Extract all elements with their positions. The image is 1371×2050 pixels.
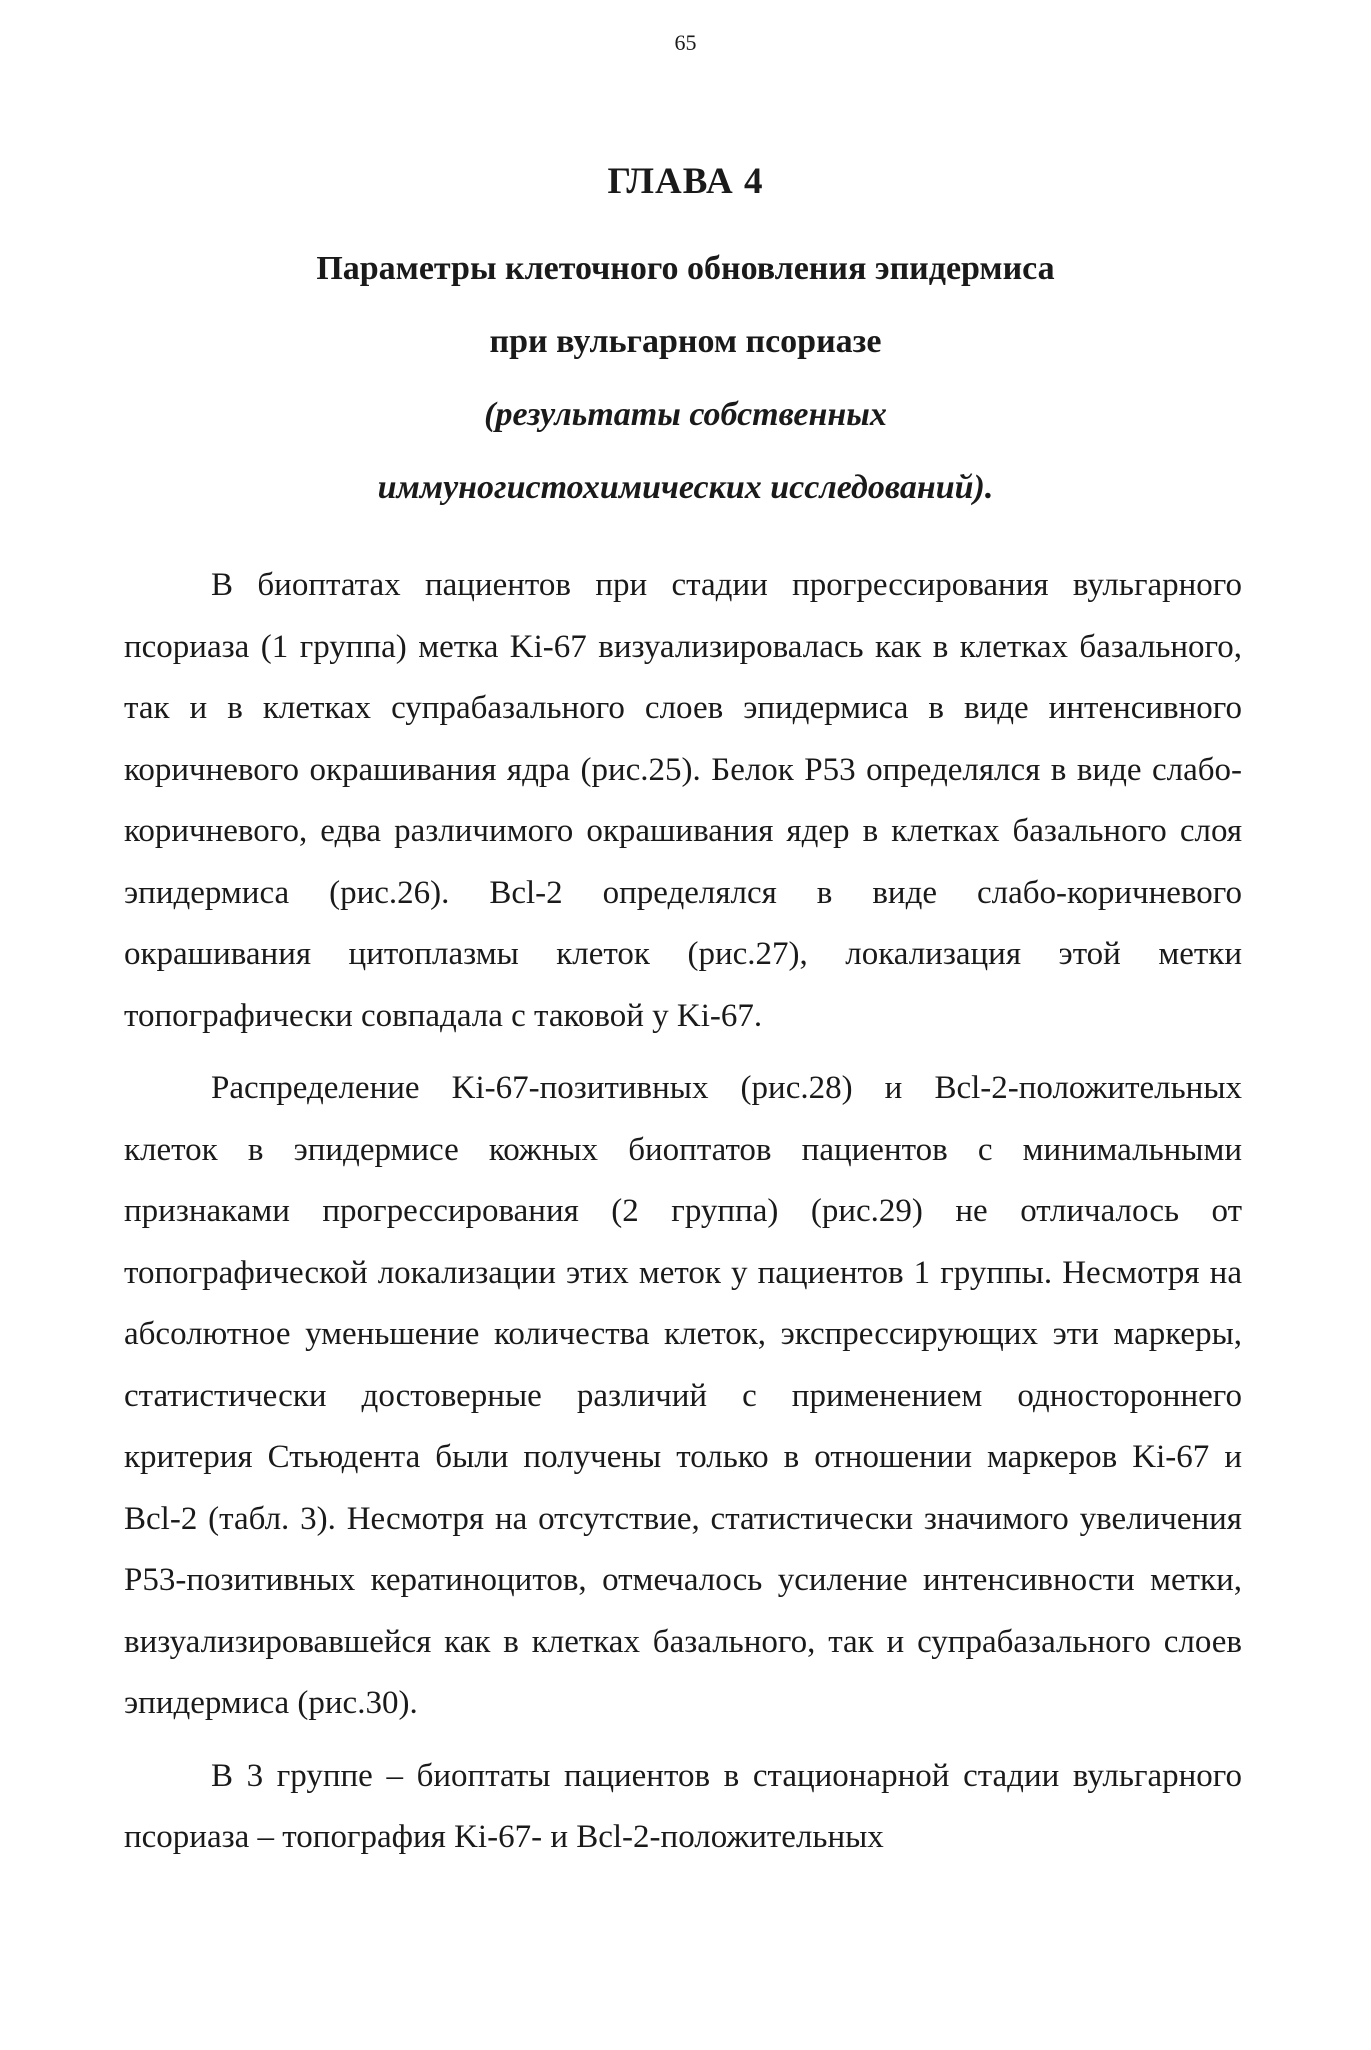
chapter-subtitle-line-2: при вульгарном псориазе (489, 323, 882, 360)
chapter-title: ГЛАВА 4 (607, 161, 764, 202)
chapter-subtitle-line-1: Параметры клеточного обновления эпидермиса (316, 250, 1055, 287)
page-number: 65 (674, 30, 697, 55)
body-text (124, 555, 1242, 1880)
chapter-subtitle-line-4: иммуногистохимических исследований). (377, 469, 994, 506)
chapter-subtitle-line-3: (результаты собственных (484, 396, 887, 433)
paragraph-1: В биоптатах пациентов при стадии прогрессирования вульгарного псориаза (1 группа) метка Ki-67 визуализировалась как в клетках базального, так и в клетках супрабазального слоев эпидермиса в виде интенсивного коричневого окрашивания ядра (рис.25). Белок P53 определялся в виде слабо-коричневого, едва различимого окрашивания ядер в клетках базального слоя эпидермиса (рис.26). Bcl-2 определялся в виде слабо-коричневого окрашивания цитоплазмы клеток (рис.27), локализация этой метки топографически совпадала с таковой у Ki-67. (124, 567, 1242, 1034)
paragraph-2: Распределение Ki-67-позитивных (рис.28) и Bcl-2-положительных клеток в эпидермисе кожных биоптатов пациентов с минимальными признаками прогрессирования (2 группа) (рис.29) не отличалось от топографической локализации этих меток у пациентов 1 группы. Несмотря на абсолютное уменьшение количества клеток, экспрессирующих эти маркеры, статистически достоверные различий с применением одностороннего критерия Стьюдента были получены только в отношении маркеров Ki-67 и Bcl-2 (табл. 3). Несмотря на отсутствие, статистически значимого увеличения P53-позитивных кератиноцитов, отмечалось усиление интенсивности метки, визуализировавшейся как в клетках базального, так и супрабазального слоев эпидермиса (рис.30). (124, 1070, 1242, 1721)
paragraph-3: В 3 группе – биоптаты пациентов в стационарной стадии вульгарного псориаза – топография Ki-67- и Bcl-2-положительных (124, 1757, 1242, 1855)
